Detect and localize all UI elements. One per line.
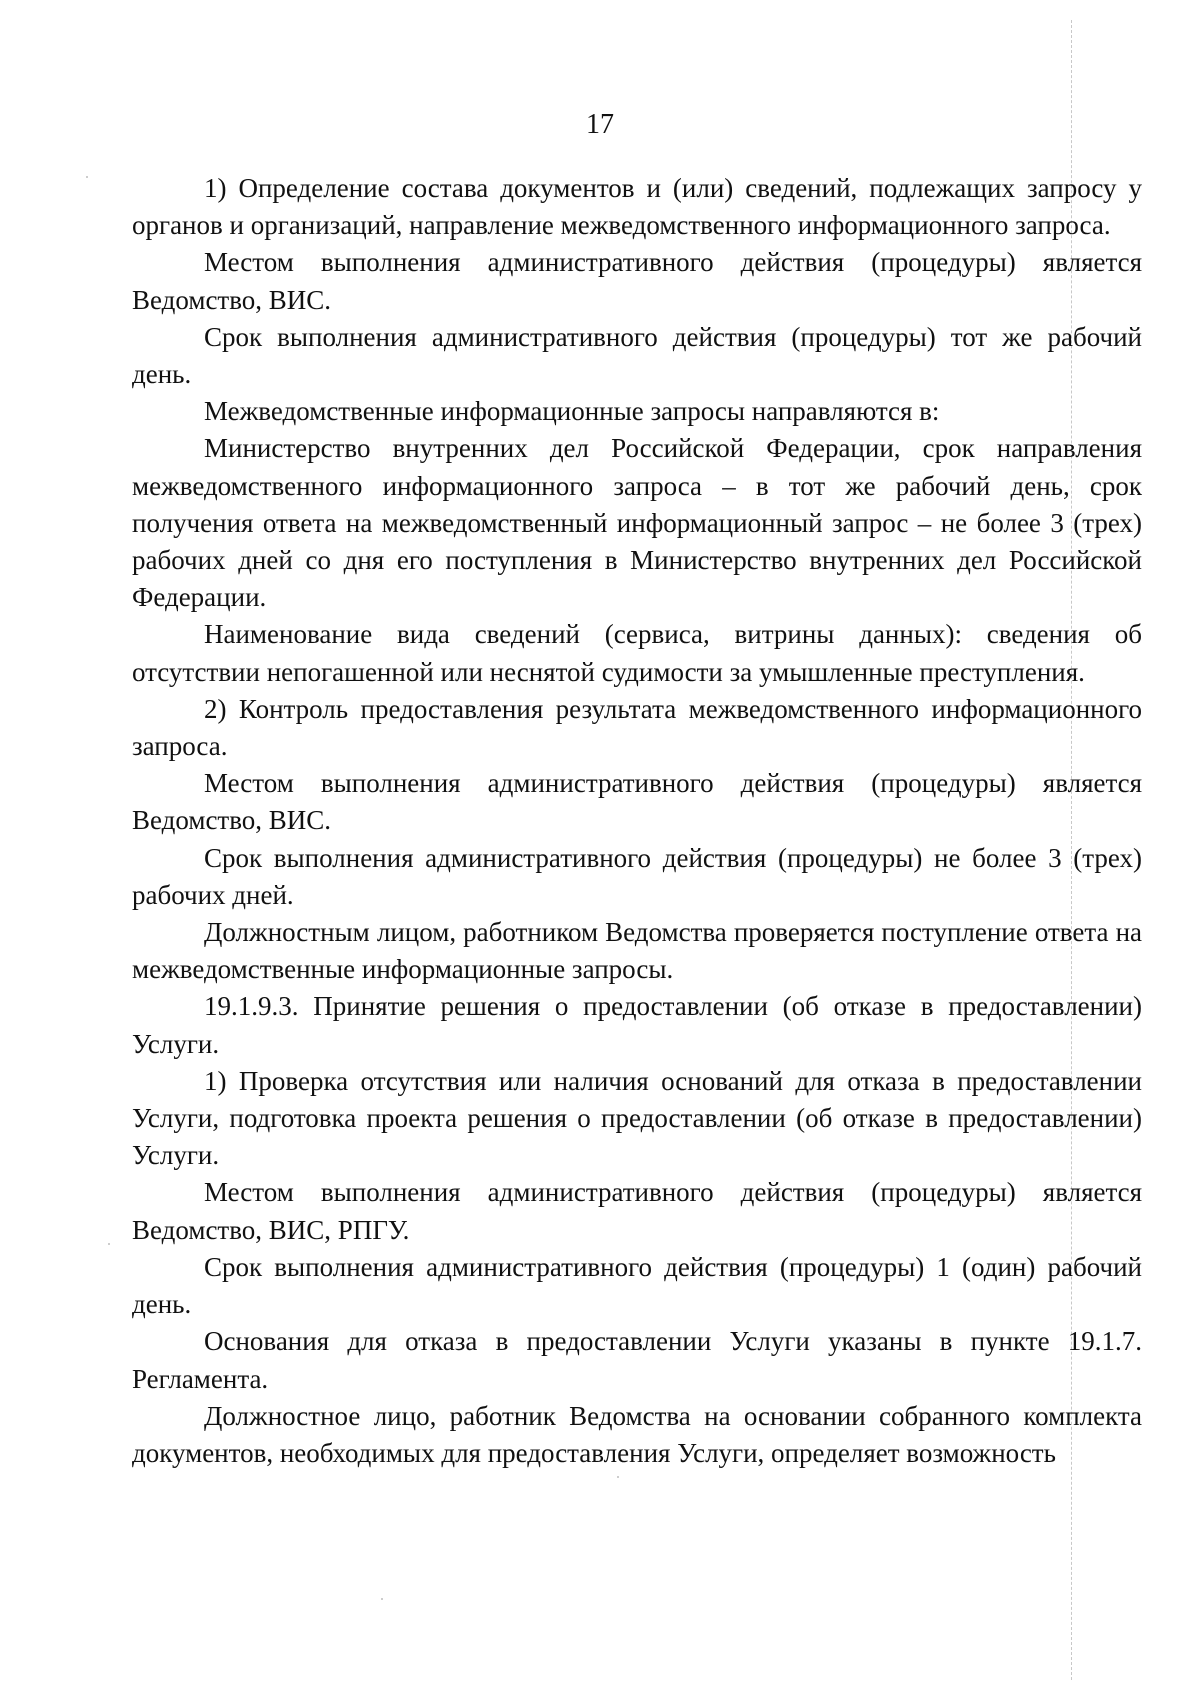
scan-speck <box>86 176 88 178</box>
paragraph: Наименование вида сведений (сервиса, витрины данных): сведения об отсутствии непогашенной или неснятой судимости за умышленные преступления. <box>132 619 1142 687</box>
scan-speck <box>108 1243 110 1245</box>
paragraph: Срок выполнения административного действия (процедуры) 1 (один) рабочий день. <box>132 1251 1142 1320</box>
page-number: 17 <box>586 109 614 140</box>
paragraph: 19.1.9.3. Принятие решения о предоставлении (об отказе в предоставлении) Услуги. <box>132 991 1142 1059</box>
paragraph: Срок выполнения административного действия (процедуры) тот же рабочий день. <box>132 321 1142 390</box>
paragraph: Срок выполнения административного действия (процедуры) не более 3 (трех) рабочих дней. <box>132 842 1142 910</box>
paragraph: Межведомственные информационные запросы направляются в: <box>204 396 940 427</box>
paragraph: Местом выполнения административного действия (процедуры) является Ведомство, ВИС. <box>132 768 1142 836</box>
scan-speck <box>381 1598 383 1600</box>
scan-speck <box>617 1476 619 1478</box>
paragraph: 1) Определение состава документов и (или) сведений, подлежащих запросу у органов и организаций, направление межведомственного информационного запроса. <box>132 173 1142 241</box>
paragraph: Основания для отказа в предоставлении Услуги указаны в пункте 19.1.7. Регламента. <box>132 1326 1142 1394</box>
paragraph: Местом выполнения административного действия (процедуры) является Ведомство, ВИС. <box>132 247 1142 315</box>
paragraph: Должностное лицо, работник Ведомства на основании собранного комплекта документов, необходимых для предоставления Услуги, определяет возможность <box>132 1400 1142 1468</box>
paragraph: Министерство внутренних дел Российской Федерации, срок направления межведомственного информационного запроса – в тот же рабочий день, срок получения ответа на межведомственный информационный запрос – не более 3 (трех) рабочих дней со дня его поступления в Министерство внутренних дел Российской Федерации. <box>132 433 1142 613</box>
paragraph: 2) Контроль предоставления результата межведомственного информационного запроса. <box>132 693 1142 762</box>
document-body <box>132 170 1142 1472</box>
paragraph: Должностным лицом, работником Ведомства проверяется поступление ответа на межведомственные информационные запросы. <box>132 917 1142 985</box>
paragraph: Местом выполнения административного действия (процедуры) является Ведомство, ВИС, РПГУ. <box>132 1177 1142 1245</box>
paragraph: 1) Проверка отсутствия или наличия оснований для отказа в предоставлении Услуги, подготовка проекта решения о предоставлении (об отказе в предоставлении) Услуги. <box>132 1065 1142 1171</box>
